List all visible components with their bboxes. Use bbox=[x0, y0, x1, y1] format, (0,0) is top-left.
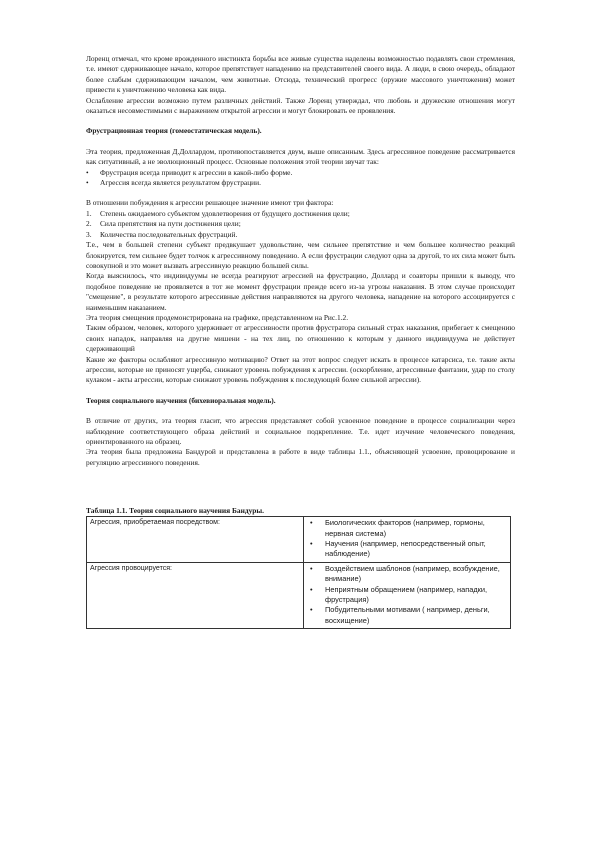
bullet-list-theory-points bbox=[86, 168, 515, 189]
list-item: • Биологических факторов (например, гормоны, нервная система) bbox=[307, 518, 507, 539]
paragraph-punishment-fear: Таким образом, человек, которого удерживает от агрессивности против фрустратора сильный страх наказания, прибегает к смещению своих нападок, направляя на другие мишени - на тех лиц, по отношению к которым у данного индивидуума не действует сдерживающий bbox=[86, 323, 515, 354]
numbered-list-factors bbox=[86, 209, 515, 240]
list-item: 2. Сила препятствия на пути достижения цели; bbox=[86, 219, 241, 229]
bandura-table bbox=[86, 516, 511, 629]
table-row bbox=[87, 517, 511, 563]
paragraph-displacement: Когда выяснилось, что индивидуумы не всегда реагируют агрессией на фрустрацию, Доллард и соавторы пришли к выводу, что подобное поведение не проявляется в тот же момент фрустрации прежде всего из-за угрозы наказания. В этом случае происходит "смещение", в результате которого агрессивные действия направляются на другого человека, нападение на которого ассоциируется с наименьшим наказанием. bbox=[86, 271, 515, 312]
table-caption: Таблица 1.1. Теория социального научения Бандуры. bbox=[86, 506, 264, 516]
paragraph-pleasure-anticipation: Т.е., чем в большей степени субъект предвкушает удовольствие, чем сильнее препятствие и чем большее количество реакций блокируется, тем сильнее будет толчок к агрессивному поведению. А если фрустрации следуют одна за другой, то их сила может быть совокупной и это может вызвать агрессивную реакцию большей силы. bbox=[86, 240, 515, 270]
heading-frustration-theory: Фрустрационная теория (гомеостатическая модель). bbox=[86, 126, 262, 136]
heading-social-learning-theory: Теория социального научения (бихевиоральная модель). bbox=[86, 395, 276, 405]
list-item: 1. Степень ожидаемого субъектом удовлетворения от будущего достижения цели; bbox=[86, 208, 350, 218]
list-item: • Неприятным обращением (например, нападки, фрустрация) bbox=[307, 585, 507, 606]
paragraph-lorenz-instinct: Лоренц отмечал, что кроме врожденного инстинкта борьбы все живые существа наделены возможностью подавлять свои стремления, т.е. имеют сдерживающее начало, которое препятствует нападению на представителей своего вида. А люди, в свою очередь, обладают более слабым сдерживающим началом, чем животные. Отсюда, технический прогресс (оружие массового уничтожения) может привести к уничтожению человека как вида. bbox=[86, 54, 515, 95]
list-item: • Научения (например, непосредственный опыт, наблюдение) bbox=[307, 539, 507, 560]
paragraph-aggression-weakening: Ослабление агрессии возможно путем различных действий. Также Лоренц утверждал, что любовь и дружеские отношения могут оказаться несовместимыми с выражением открытой агрессии и могут блокировать ее проявления. bbox=[86, 95, 515, 116]
table-cell-items bbox=[304, 562, 511, 628]
table-cell-label: Агрессия провоцируется: bbox=[87, 562, 304, 628]
table-cell-items bbox=[304, 517, 511, 563]
paragraph-figure-reference: Эта теория смещения продемонстрирована на графике, представленном на Рис.1.2. bbox=[86, 312, 349, 322]
paragraph-dollard-theory: Эта теория, предложенная Д.Доллардом, противопоставляется двум, выше описанным. Здесь агрессивное поведение рассматривается как ситуативный, а не эволюционный процесс. Основные положения этой теории звучат так: bbox=[86, 146, 515, 167]
list-item: • Агрессия всегда является результатом фрустрации. bbox=[86, 178, 515, 188]
table-cell-label: Агрессия, приобретаемая посредством: bbox=[87, 517, 304, 563]
list-item: • Воздействием шаблонов (например, возбуждение, внимание) bbox=[307, 564, 507, 585]
paragraph-bandura: Эта теория была предложена Бандурой и представлена в работе в виде таблицы 1.1., объясняющей усвоение, провоцирование и регуляцию агрессивного поведения. bbox=[86, 447, 515, 467]
list-item: • Фрустрация всегда приводит к агрессии в какой-либо форме. bbox=[86, 168, 515, 178]
paragraph-catharsis: Какие же факторы ослабляют агрессивную мотивацию? Ответ на этот вопрос следует искать в процессе катарсиса, т.е. такие акты агрессии, которые не приносят ущерба, снижают уровень побуждения к агрессии. (оскорбление, агрессивные фантазии, удар по столу кулаком - акты агрессии, которые снижают уровень побуждения к последующей более сильной агрессии). bbox=[86, 354, 515, 385]
paragraph-social-learning: В отличие от других, эта теория гласит, что агрессия представляет собой усвоенное поведение в процессе социализации через наблюдение соответствующего образа действий и социальное подкрепление. Т.е. идет изучение человеческого поведения, ориентированного на образец. bbox=[86, 416, 515, 446]
table-row bbox=[87, 562, 511, 628]
list-item: 3. Количества последовательных фрустраций. bbox=[86, 229, 238, 239]
paragraph-three-factors: В отношении побуждения к агрессии решающее значение имеют три фактора: bbox=[86, 198, 334, 208]
list-item: • Побудительными мотивами ( например, деньги, восхищение) bbox=[307, 605, 507, 626]
